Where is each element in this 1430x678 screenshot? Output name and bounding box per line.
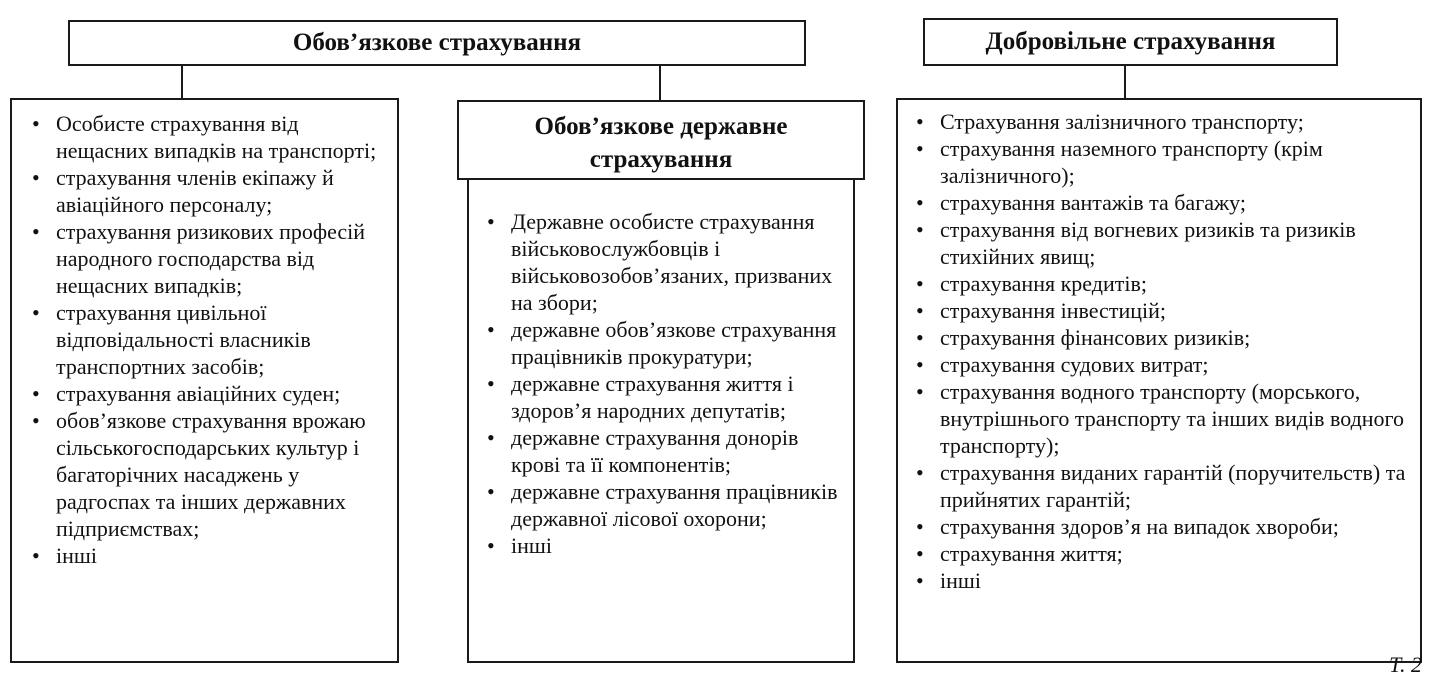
list-item: • державне страхування донорів крові та її компонентів; <box>481 424 843 478</box>
mandatory-insurance-list-box <box>10 98 399 663</box>
list-item: • страхування інвестицій; <box>910 297 1408 324</box>
state-insurance-list-box <box>467 178 855 663</box>
list-item: • державне обов’язкове страхування працівників прокуратури; <box>481 316 843 370</box>
list-item: • інші <box>481 532 843 559</box>
voluntary-insurance-list-box <box>896 98 1422 663</box>
list-item: • Особисте страхування від нещасних випадків на транспорті; <box>26 110 387 164</box>
list-item: • страхування фінансових ризиків; <box>910 324 1408 351</box>
list-item: • страхування виданих гарантій (поручительств) та прийнятих гарантій; <box>910 459 1408 513</box>
list-item: • страхування вантажів та багажу; <box>910 189 1408 216</box>
list-item: • страхування авіаційних суден; <box>26 380 387 407</box>
state-insurance-title-box <box>457 100 865 180</box>
list-item: • державне страхування працівників державної лісової охорони; <box>481 478 843 532</box>
list-item: • Страхування залізничного транспорту; <box>910 108 1408 135</box>
voluntary-insurance-header <box>923 18 1338 66</box>
list-item: • страхування членів екіпажу й авіаційного персоналу; <box>26 164 387 218</box>
corner-mark: Т. 2 <box>1389 652 1422 677</box>
list-item: • інші <box>910 567 1408 594</box>
list-item: • страхування здоров’я на випадок хвороби; <box>910 513 1408 540</box>
list-item: • страхування судових витрат; <box>910 351 1408 378</box>
list-item: • страхування цивільної відповідальності власників транспортних засобів; <box>26 299 387 380</box>
list-item: • страхування від вогневих ризиків та ризиків стихійних явищ; <box>910 216 1408 270</box>
list-item: • державне страхування життя і здоров’я народних депутатів; <box>481 370 843 424</box>
connector-voluntary-to-right <box>1124 64 1126 98</box>
list-item: • Державне особисте страхування військовослужбовців і військовозобов’язаних, призваних на збори; <box>481 208 843 316</box>
list-item: • страхування життя; <box>910 540 1408 567</box>
list-item: • страхування наземного транспорту (крім залізничного); <box>910 135 1408 189</box>
list-item: • обов’язкове страхування врожаю сільськогосподарських культур і багаторічних насаджень у радгоспах та інших державних підприємствах; <box>26 407 387 542</box>
state-insurance-list <box>481 208 843 559</box>
list-item: • страхування водного транспорту (морського, внутрішнього транспорту та інших видів водного транспорту); <box>910 378 1408 459</box>
list-item: • інші <box>26 542 387 569</box>
connector-mandatory-to-left <box>181 64 183 98</box>
list-item: • страхування ризикових професій народного господарства від нещасних випадків; <box>26 218 387 299</box>
list-item: • страхування кредитів; <box>910 270 1408 297</box>
state-insurance-title: Обов’язкове державне страхування <box>534 113 788 173</box>
voluntary-insurance-title: Добровільне страхування <box>985 28 1276 55</box>
mandatory-insurance-header <box>68 20 806 66</box>
connector-mandatory-to-state <box>659 64 661 102</box>
voluntary-insurance-list <box>910 108 1408 594</box>
mandatory-insurance-title: Обов’язкове страхування <box>292 29 582 56</box>
mandatory-insurance-list <box>26 110 387 569</box>
